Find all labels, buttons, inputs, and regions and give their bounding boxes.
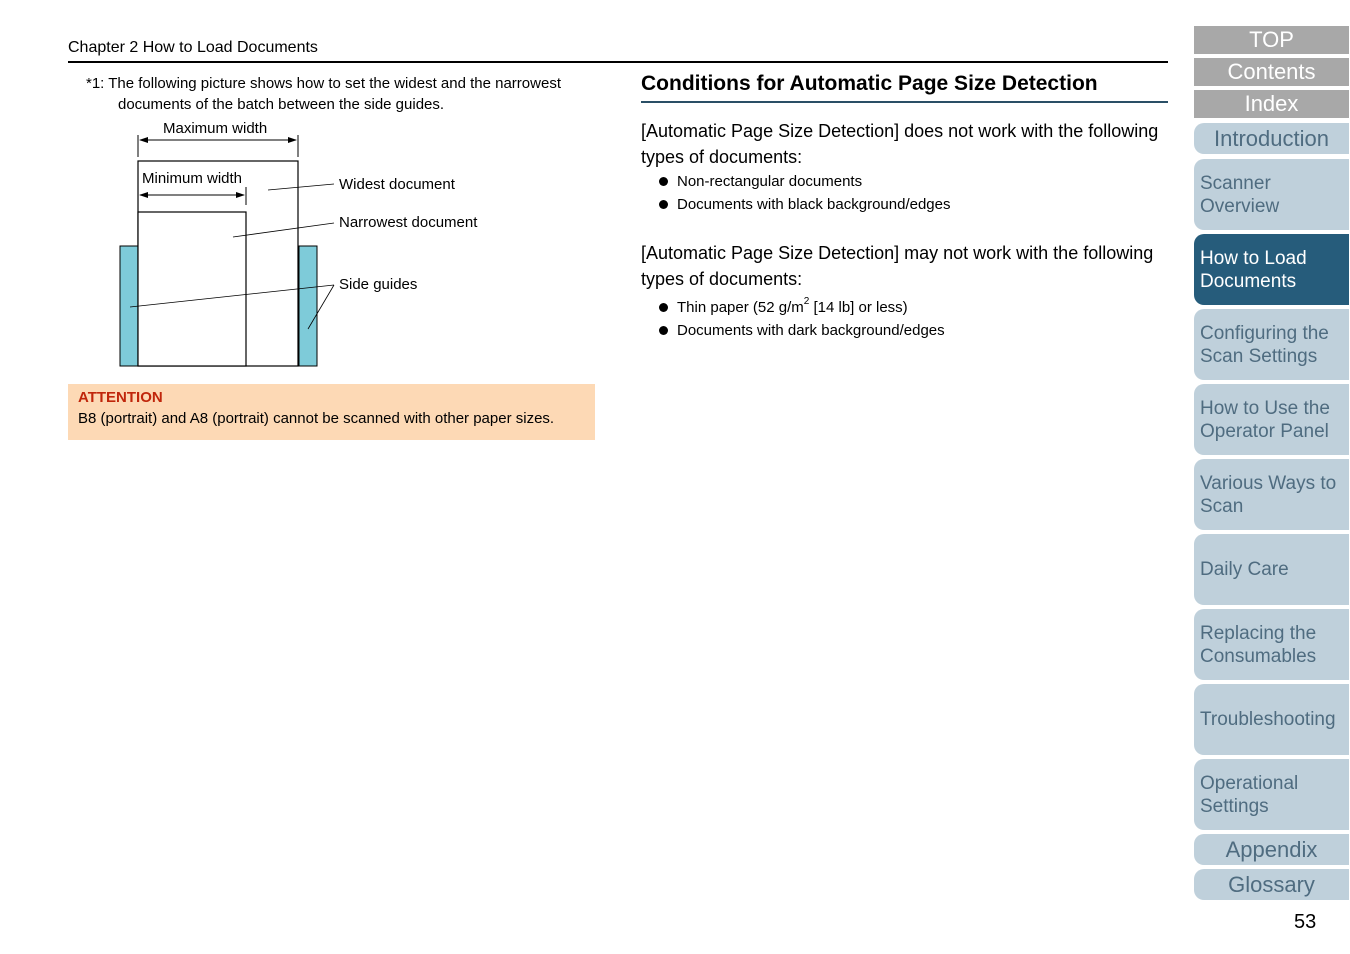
paragraph-may-not-work: [Automatic Page Size Detection] may not work with the following types of documents:	[641, 243, 1154, 289]
nav-tab-troubleshooting[interactable]: Troubleshooting	[1194, 684, 1349, 755]
nav-tab-various-ways-to-scan[interactable]: Various Ways to Scan	[1194, 459, 1349, 530]
nav-tab-operator-panel[interactable]: How to Use the Operator Panel	[1194, 384, 1349, 455]
attention-title: ATTENTION	[78, 389, 163, 406]
nav-tab-appendix[interactable]: Appendix	[1194, 834, 1349, 865]
narrowest-document-label: Narrowest document	[339, 214, 478, 231]
right-side-guide	[299, 246, 317, 366]
list-item: Documents with black background/edges	[659, 193, 951, 216]
section-divider	[641, 101, 1168, 103]
paragraph-does-not-work: [Automatic Page Size Detection] does not work with the following types of documents:	[641, 121, 1159, 167]
footnote-line-1: *1: The following picture shows how to set the widest and the narrowest	[86, 75, 561, 92]
list-item: Thin paper (52 $g/m^2$ [14 lb] or less)	[659, 296, 945, 319]
widest-document-label: Widest document	[339, 176, 455, 193]
footnote	[86, 73, 601, 115]
page-number: 53	[1294, 911, 1317, 933]
header-divider	[68, 61, 1168, 63]
left-side-guide	[120, 246, 138, 366]
list-item: Non-rectangular documents	[659, 170, 951, 193]
diagram-drawing	[68, 115, 598, 377]
side-guide-diagram	[68, 115, 598, 377]
nav-tab-operational-settings[interactable]: Operational Settings	[1194, 759, 1349, 830]
nav-tab-introduction[interactable]: Introduction	[1194, 123, 1349, 154]
nav-tab-replacing-consumables[interactable]: Replacing the Consumables	[1194, 609, 1349, 680]
narrowest-document-shape	[138, 212, 246, 366]
chapter-header: Chapter 2 How to Load Documents	[68, 39, 318, 56]
list-item: Documents with dark background/edges	[659, 319, 945, 342]
section-title: Conditions for Automatic Page Size Detection	[641, 72, 1098, 95]
side-guides-label: Side guides	[339, 276, 418, 293]
attention-box	[68, 384, 595, 440]
nav-index-button[interactable]: Index	[1194, 90, 1349, 118]
max-width-label: Maximum width	[163, 120, 268, 137]
attention-text: B8 (portrait) and A8 (portrait) cannot be scanned with other paper sizes.	[78, 410, 555, 427]
nav-tab-configuring-scan-settings[interactable]: Configuring the Scan Settings	[1194, 309, 1349, 380]
list-may-not-work	[659, 296, 945, 342]
nav-tab-how-to-load-documents[interactable]: How to Load Documents	[1194, 234, 1349, 305]
nav-contents-button[interactable]: Contents	[1194, 58, 1349, 86]
nav-tab-scanner-overview[interactable]: Scanner Overview	[1194, 159, 1349, 230]
list-does-not-work	[659, 170, 951, 216]
footnote-line-2: documents of the batch between the side guides.	[118, 96, 445, 113]
nav-top-button[interactable]: TOP	[1194, 26, 1349, 54]
nav-tab-daily-care[interactable]: Daily Care	[1194, 534, 1349, 605]
nav-tab-glossary[interactable]: Glossary	[1194, 869, 1349, 900]
min-width-label: Minimum width	[142, 170, 243, 187]
